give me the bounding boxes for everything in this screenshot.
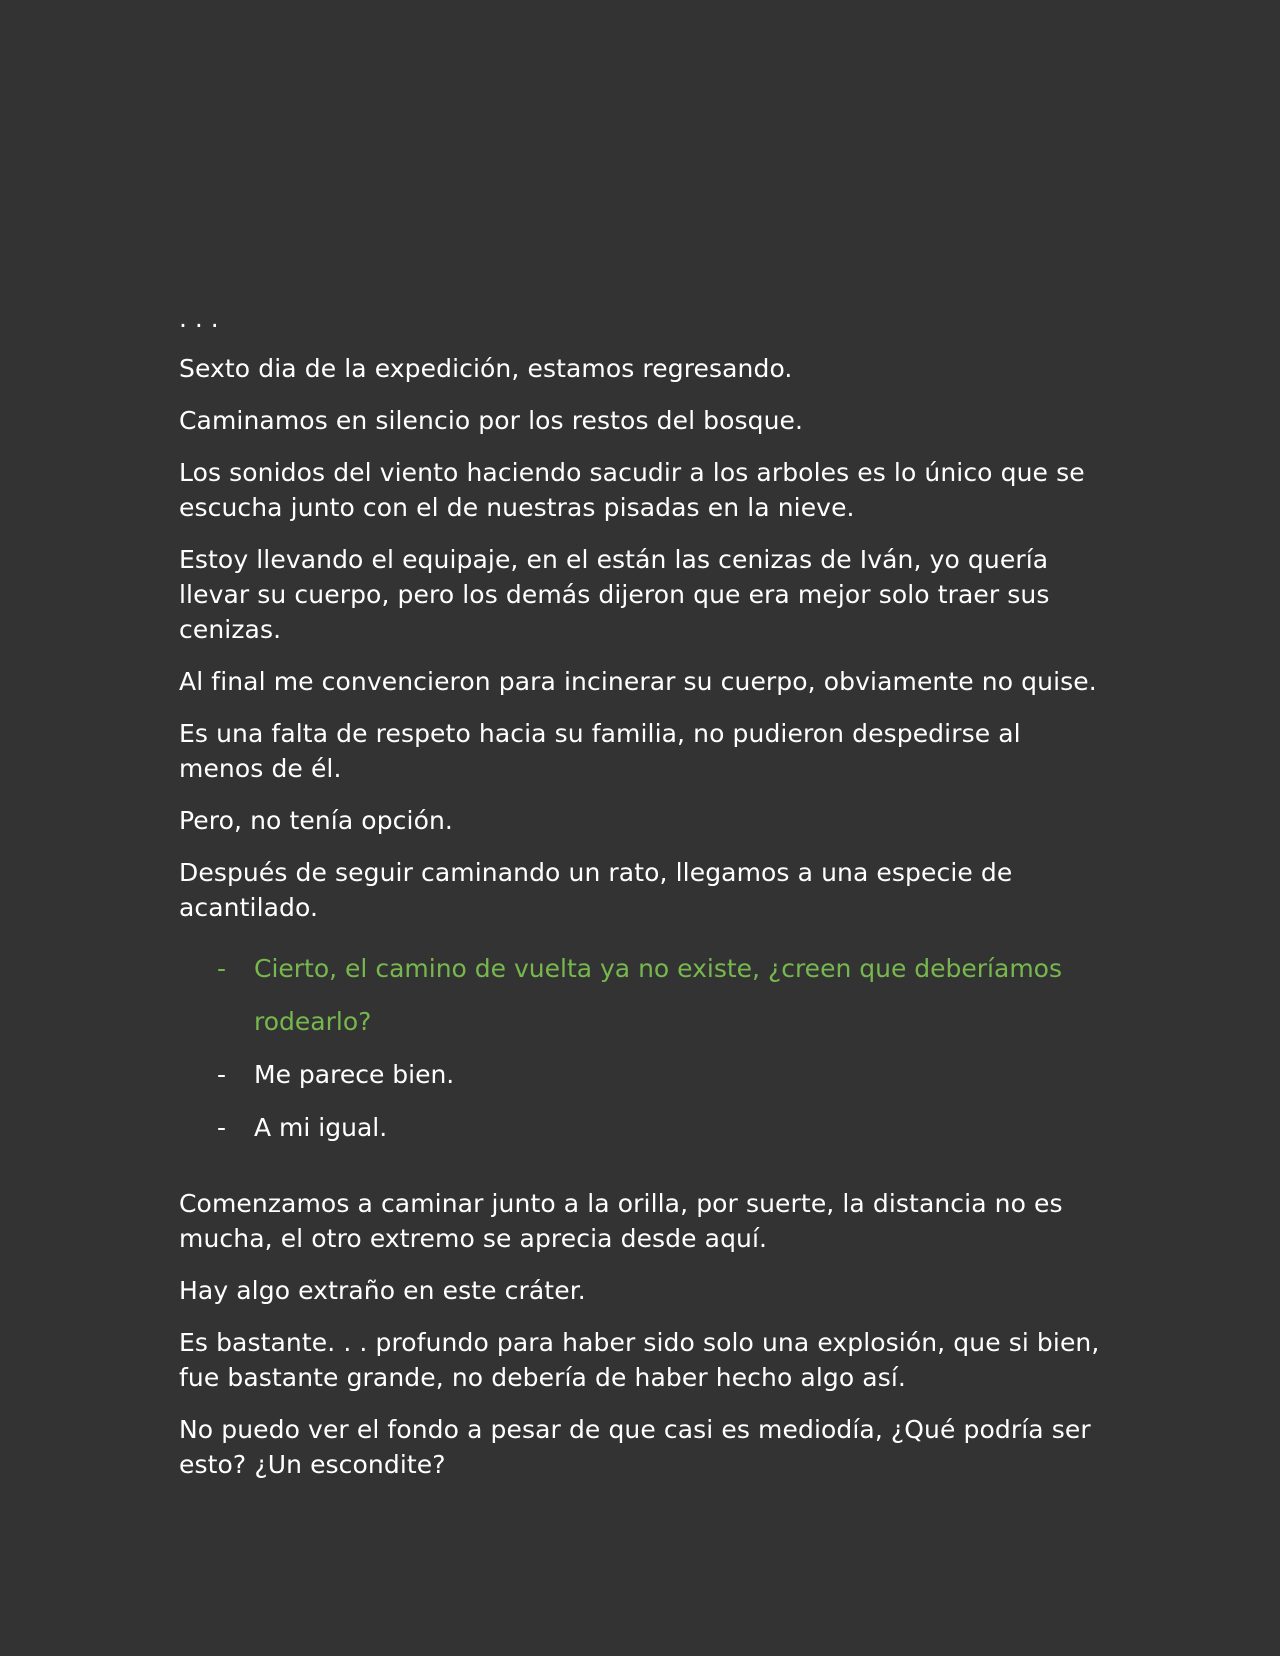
- paragraph: Los sonidos del viento haciendo sacudir a los arboles es lo único que se escucha junto con el de nuestras pisadas en la nieve.: [179, 458, 1085, 522]
- dialogue-dash: -: [217, 1113, 227, 1142]
- paragraph: Es una falta de respeto hacia su familia, no pudieron despedirse al menos de él.: [179, 719, 1021, 783]
- paragraph: Pero, no tenía opción.: [179, 806, 453, 835]
- dialogue-line: [179, 1048, 1109, 1101]
- paragraph: Comenzamos a caminar junto a la orilla, por suerte, la distancia no es mucha, el otro extremo se aprecia desde aquí.: [179, 1189, 1063, 1253]
- dialogue-text: Me parece bien.: [254, 1060, 455, 1089]
- paragraph: Al final me convencieron para incinerar su cuerpo, obviamente no quise.: [179, 667, 1097, 696]
- paragraph: Hay algo extraño en este cráter.: [179, 1276, 586, 1305]
- dialogue-dash: -: [217, 1060, 227, 1089]
- dialogue-dash: -: [217, 954, 227, 983]
- paragraph: Sexto dia de la expedición, estamos regresando.: [179, 354, 793, 383]
- paragraph: Después de seguir caminando un rato, llegamos a una especie de acantilado.: [179, 858, 1013, 922]
- dialogue-line: [179, 1101, 1109, 1154]
- dialogue-text: A mi igual.: [254, 1113, 388, 1142]
- dialogue-line: [179, 942, 1109, 1048]
- scene-break-ellipsis: . . .: [179, 304, 219, 333]
- dialogue-text: Cierto, el camino de vuelta ya no existe, ¿creen que deberíamos rodearlo?: [254, 954, 1062, 1036]
- story-page: [179, 306, 1109, 1499]
- paragraph: Es bastante. . . profundo para haber sido solo una explosión, que si bien, fue bastante grande, no debería de haber hecho algo así.: [179, 1328, 1100, 1392]
- paragraph: Caminamos en silencio por los restos del bosque.: [179, 406, 804, 435]
- paragraph: No puedo ver el fondo a pesar de que casi es mediodía, ¿Qué podría ser esto? ¿Un escondite?: [179, 1415, 1091, 1479]
- paragraph: Estoy llevando el equipaje, en el están las cenizas de Iván, yo quería llevar su cuerpo, pero los demás dijeron que era mejor solo traer sus cenizas.: [179, 545, 1050, 644]
- dialogue-list: [179, 942, 1109, 1154]
